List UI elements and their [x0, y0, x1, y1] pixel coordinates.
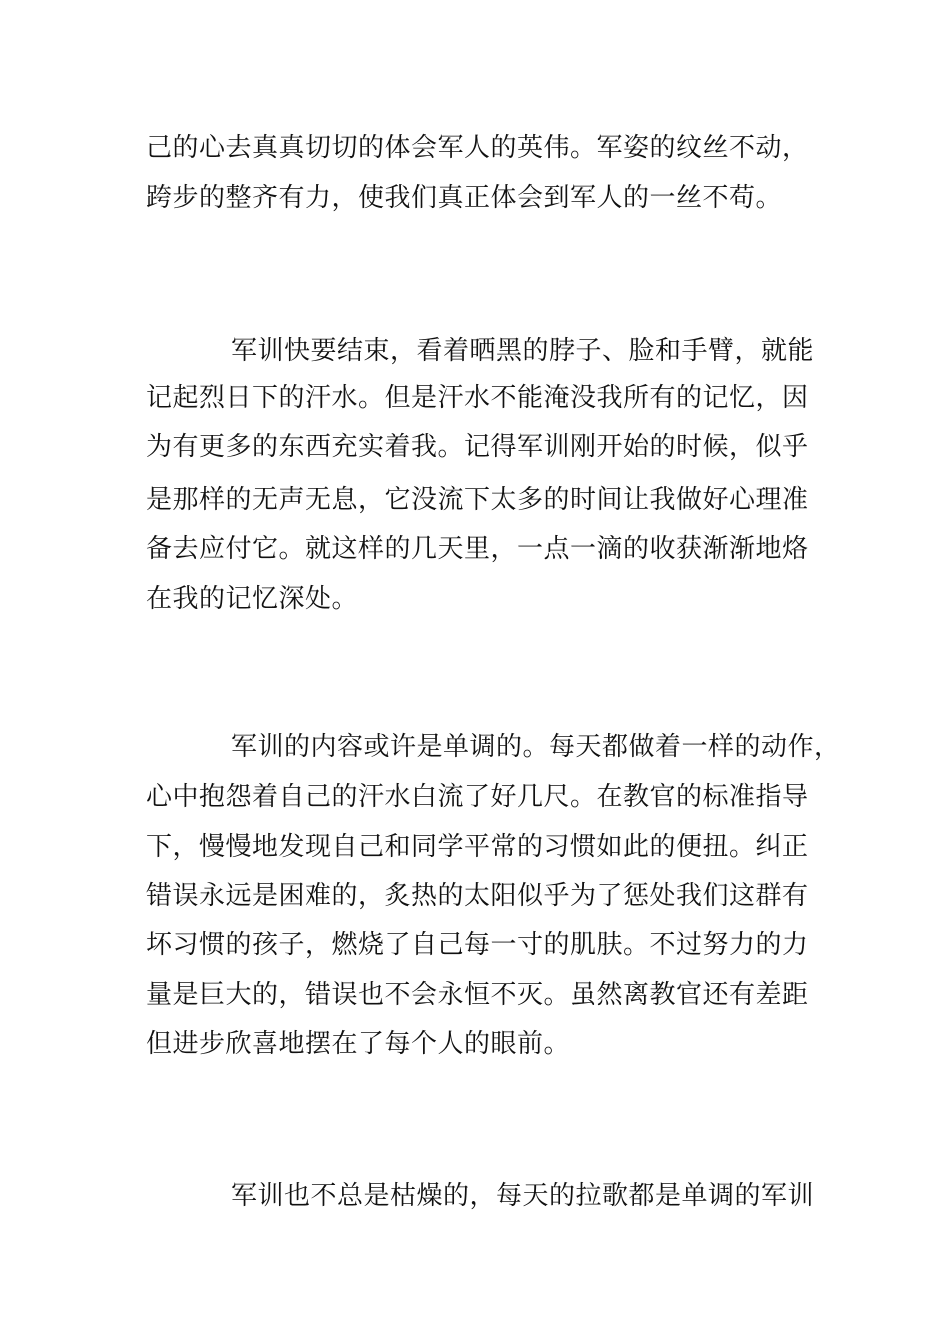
text-line: 为有更多的东西充实着我。记得军训刚开始的时候，似乎: [146, 432, 809, 462]
text-line: 心中抱怨着自己的汗水白流了好几尺。在教官的标准指导: [146, 782, 809, 812]
text-line: 但进步欣喜地摆在了每个人的眼前。: [146, 1029, 571, 1059]
text-line: 军训的内容或许是单调的。每天都做着一样的动作，: [231, 732, 841, 762]
text-line: 军训也不总是枯燥的，每天的拉歌都是单调的军训: [231, 1181, 815, 1211]
text-line: 备去应付它。就这样的几天里，一点一滴的收获渐渐地烙: [146, 534, 809, 564]
text-line: 在我的记忆深处。: [146, 584, 359, 614]
text-line: 是那样的无声无息，它没流下太多的时间让我做好心理准: [146, 485, 809, 515]
text-line: 军训快要结束，看着晒黑的脖子、脸和手臂，就能: [231, 336, 815, 366]
text-line: 己的心去真真切切的体会军人的英伟。军姿的纹丝不动，: [146, 133, 809, 163]
text-line: 下，慢慢地发现自己和同学平常的习惯如此的便扭。纠正: [146, 832, 809, 862]
text-line: 记起烈日下的汗水。但是汗水不能淹没我所有的记忆，因: [146, 383, 809, 413]
text-line: 量是巨大的，错误也不会永恒不灭。虽然离教官还有差距: [146, 980, 809, 1010]
text-line: 错误永远是困难的，炙热的太阳似乎为了惩处我们这群有: [146, 881, 809, 911]
text-line: 坏习惯的孩子，燃烧了自己每一寸的肌肤。不过努力的力: [146, 930, 809, 960]
text-line: 跨步的整齐有力，使我们真正体会到军人的一丝不苟。: [146, 183, 783, 213]
